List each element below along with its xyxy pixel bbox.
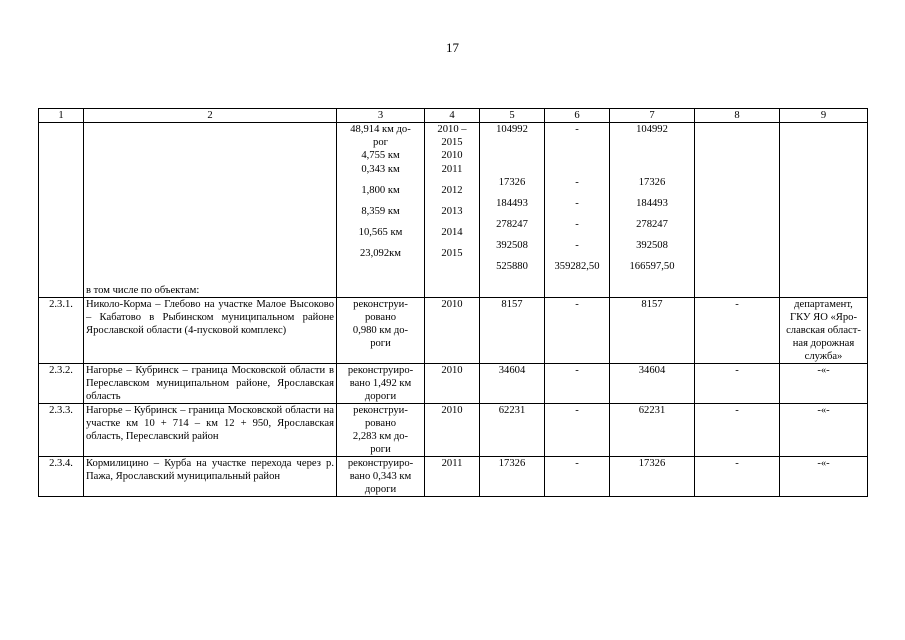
work-line: ровано — [364, 312, 397, 323]
year-cell: 2010 — [425, 364, 480, 404]
summary-row — [39, 123, 868, 298]
work-line: роги — [370, 338, 391, 349]
summary-value: 359282,50 — [554, 261, 600, 272]
summary-year: 2010 — [441, 150, 463, 161]
work-line: реконструиро- — [347, 458, 414, 469]
summary-value: 525880 — [496, 261, 528, 272]
work-line: дороги — [364, 484, 397, 495]
summary-year: 2013 — [441, 206, 463, 217]
work-line: реконструи- — [353, 299, 408, 310]
value-cell: 62231 — [610, 404, 695, 457]
work-line: дороги — [364, 391, 397, 402]
summary-year: 2015 — [441, 137, 463, 148]
page-number: 17 — [446, 40, 459, 55]
summary-length: рог — [373, 137, 388, 148]
budget-table — [38, 108, 868, 497]
value-cell: 34604 — [480, 364, 545, 404]
work-line: роги — [370, 444, 391, 455]
summary-value: 278247 — [636, 219, 668, 230]
objects-note: в том числе по объектам: — [86, 285, 200, 296]
header-cell: 1 — [39, 109, 84, 123]
table-row — [39, 298, 868, 364]
row-number: 2.3.3. — [39, 404, 84, 457]
summary-col8-cell — [695, 123, 780, 298]
summary-col7-cell — [610, 123, 695, 298]
summary-value: - — [575, 124, 579, 135]
value-cell: 8157 — [610, 298, 695, 364]
summary-col6-cell — [545, 123, 610, 298]
work-line: ровано — [364, 418, 397, 429]
table-row — [39, 404, 868, 457]
header-cell: 8 — [695, 109, 780, 123]
responsible-cell: -«- — [780, 404, 868, 457]
summary-name-cell — [84, 123, 337, 298]
summary-length: 48,914 км до- — [350, 124, 411, 135]
summary-length: 0,343 км — [361, 164, 400, 175]
object-name: Нагорье – Кубринск – граница Московской области в Переславском муниципальном районе, Ярославская область — [84, 364, 337, 404]
summary-value: 104992 — [636, 124, 668, 135]
header-cell: 4 — [425, 109, 480, 123]
summary-value: 17326 — [638, 177, 666, 188]
value-cell: - — [545, 364, 610, 404]
value-cell: - — [545, 298, 610, 364]
summary-length: 4,755 км — [361, 150, 400, 161]
value-cell: - — [695, 298, 780, 364]
work-description — [337, 404, 425, 457]
work-line: реконструиро- — [347, 365, 414, 376]
work-line: вано 0,343 км — [349, 471, 412, 482]
summary-value: 392508 — [496, 240, 528, 251]
work-line: 0,980 км до- — [352, 325, 409, 336]
responsible-line: департамент, — [794, 299, 853, 310]
summary-length: 8,359 км — [361, 206, 400, 217]
year-cell: 2010 — [425, 404, 480, 457]
summary-value: 166597,50 — [629, 261, 675, 272]
summary-length: 10,565 км — [358, 227, 403, 238]
summary-length-cell — [337, 123, 425, 298]
row-number: 2.3.4. — [39, 457, 84, 497]
table-row — [39, 457, 868, 497]
responsible-line: славская област- — [786, 325, 861, 336]
summary-value: 17326 — [498, 177, 526, 188]
row-number: 2.3.2. — [39, 364, 84, 404]
year-cell: 2011 — [425, 457, 480, 497]
summary-value: - — [575, 240, 579, 251]
year-cell: 2010 — [425, 298, 480, 364]
header-row — [39, 109, 868, 123]
summary-value: - — [575, 198, 579, 209]
value-cell: 17326 — [610, 457, 695, 497]
summary-value: 278247 — [496, 219, 528, 230]
summary-value: 184493 — [636, 198, 668, 209]
responsible-line: ГКУ ЯО «Яро- — [790, 312, 857, 323]
value-cell: - — [545, 404, 610, 457]
summary-col9-cell — [780, 123, 868, 298]
summary-col5-cell — [480, 123, 545, 298]
summary-year: 2015 — [441, 248, 463, 259]
responsible-cell: -«- — [780, 457, 868, 497]
summary-length: 23,092км — [360, 248, 401, 259]
summary-num-cell — [39, 123, 84, 298]
summary-value: - — [575, 177, 579, 188]
responsible-cell: -«- — [780, 364, 868, 404]
summary-year: 2014 — [441, 227, 463, 238]
work-description — [337, 298, 425, 364]
header-cell: 6 — [545, 109, 610, 123]
object-name: Николо-Корма – Глебово на участке Малое Высоково – Кабатово в Рыбинском муниципальном районе Ярославской области (4-пусковой комплекс) — [84, 298, 337, 364]
summary-value: 184493 — [496, 198, 528, 209]
work-line: 2,283 км до- — [352, 431, 409, 442]
summary-year: 2011 — [441, 164, 463, 175]
work-description — [337, 457, 425, 497]
table-row — [39, 364, 868, 404]
value-cell: - — [695, 404, 780, 457]
value-cell: - — [695, 457, 780, 497]
value-cell: - — [695, 364, 780, 404]
row-number: 2.3.1. — [39, 298, 84, 364]
header-cell: 2 — [84, 109, 337, 123]
value-cell: 62231 — [480, 404, 545, 457]
object-name: Кормилицино – Курба на участке перехода через р. Пажа, Ярославский муниципальный район — [84, 457, 337, 497]
summary-value: - — [575, 219, 579, 230]
responsible-cell — [780, 298, 868, 364]
header-cell: 5 — [480, 109, 545, 123]
summary-year: 2010 – — [437, 124, 467, 135]
summary-value: 104992 — [496, 124, 528, 135]
summary-year-cell — [425, 123, 480, 298]
responsible-line: ная дорожная — [792, 338, 855, 349]
summary-length: 1,800 км — [361, 185, 400, 196]
object-name: Нагорье – Кубринск – граница Московской области на участке км 10 + 714 – км 12 + 950, Ярославская область, Переславский район — [84, 404, 337, 457]
work-line: реконструи- — [353, 405, 408, 416]
work-description — [337, 364, 425, 404]
responsible-line: служба» — [804, 351, 843, 362]
summary-year: 2012 — [441, 185, 463, 196]
value-cell: 17326 — [480, 457, 545, 497]
summary-value: 392508 — [636, 240, 668, 251]
header-cell: 3 — [337, 109, 425, 123]
work-line: вано 1,492 км — [349, 378, 412, 389]
header-cell: 9 — [780, 109, 868, 123]
value-cell: 8157 — [480, 298, 545, 364]
value-cell: 34604 — [610, 364, 695, 404]
header-cell: 7 — [610, 109, 695, 123]
value-cell: - — [545, 457, 610, 497]
